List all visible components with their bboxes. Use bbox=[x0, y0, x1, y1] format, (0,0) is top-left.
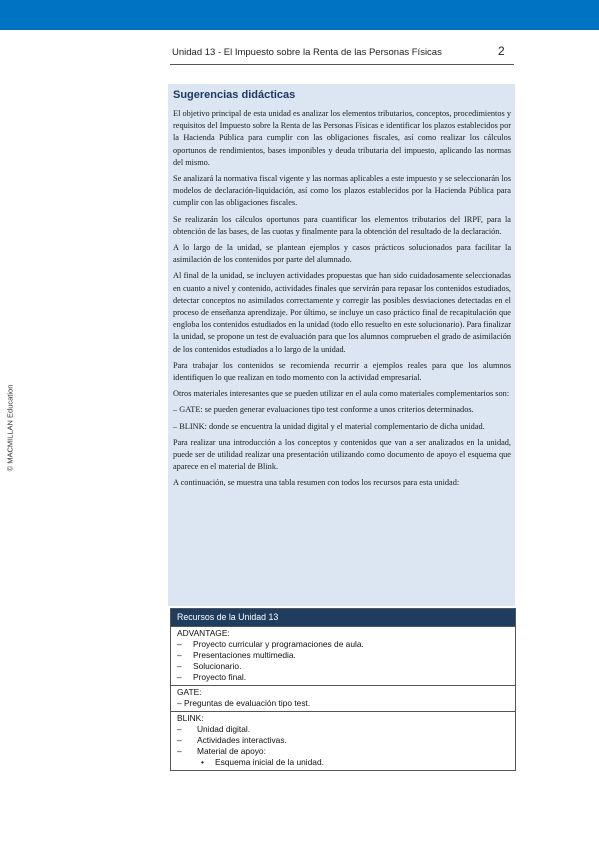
paragraph: – BLINK: donde se encuentra la unidad digital y el material complementario de dicha unidad. bbox=[173, 421, 485, 431]
paragraph: El objetivo principal de esta unidad es analizar los elementos tributarios, conceptos, procedimientos y requisitos del Impuesto sobre la Renta de las Personas Físicas e identificar los plazos establecidos por la Hacienda Pública para cumplir con las obligaciones fiscales, así como realizar los cálculos oportunos de rendimientos, bases imponibles y deuda tributaria del impuesto, aplicando las normas del mismo. bbox=[173, 109, 511, 167]
advantage-label: ADVANTAGE: bbox=[177, 628, 230, 638]
paragraph: Para realizar una introducción a los conceptos y contenidos que van a ser analizados en la unidad, puede ser de utilidad realizar una presentación utilizando como documento de apoyo el esquema que aparece en el material de Blink. bbox=[173, 437, 511, 472]
paragraph: Se realizarán los cálculos oportunos para cuantificar los elementos tributarios del IRPF, para la obtención de las bases, de las cuotas y finalmente para la obtención del resultado de la declaración. bbox=[173, 214, 511, 236]
list-item: – Proyecto final. bbox=[177, 672, 247, 682]
paragraph: A continuación, se muestra una tabla resumen con todos los recursos para esta unidad: bbox=[173, 478, 460, 488]
list-item: – Material de apoyo: bbox=[177, 746, 266, 756]
paragraphs bbox=[173, 108, 511, 494]
section-title: Sugerencias didácticas bbox=[173, 89, 296, 101]
list-item: – Proyecto curricular y programaciones de aula. bbox=[177, 639, 364, 649]
bullet-icon: • bbox=[201, 757, 204, 767]
paragraph: Otros materiales interesantes que se pueden utilizar en el aula como materiales complementarios son: bbox=[173, 389, 510, 399]
resources-table bbox=[170, 608, 516, 771]
page-number: 2 bbox=[498, 44, 505, 58]
paragraph: – GATE: se pueden generar evaluaciones tipo test conforme a unos criterios determinados. bbox=[173, 405, 474, 415]
paragraph: Para trabajar los contenidos se recomienda recurrir a ejemplos reales para que los alumnos identifiquen lo que realizan en todo momento con la actividad empresarial. bbox=[173, 360, 511, 383]
header-divider bbox=[170, 64, 514, 65]
list-item: – Presentaciones multimedia. bbox=[177, 650, 296, 660]
list-item: – Unidad digital. bbox=[177, 724, 251, 734]
gate-label: GATE: bbox=[177, 687, 202, 697]
copyright-text: © MACMILLAN Education bbox=[5, 384, 15, 472]
sub-list-item: • Esquema inicial de la unidad. bbox=[201, 757, 324, 767]
table-cell-blink bbox=[171, 711, 515, 770]
blink-label: BLINK: bbox=[177, 713, 204, 723]
table-header: Recursos de la Unidad 13 bbox=[171, 609, 515, 626]
table-cell-advantage bbox=[171, 626, 515, 685]
list-item: – Preguntas de evaluación tipo test. bbox=[177, 698, 311, 708]
list-item: – Solucionario. bbox=[177, 661, 242, 671]
header-title: Unidad 13 - El Impuesto sobre la Renta de las Personas Físicas bbox=[172, 47, 442, 58]
table-cell-gate bbox=[171, 685, 515, 711]
paragraph: Al final de la unidad, se incluyen actividades propuestas que han sido cuidadosamente seleccionadas en cuanto a nivel y contenido, actividades finales que servirán para repasar los contenidos estudiados, detectar conceptos no asimilados correctamente y corregir las posibles desviaciones detectadas en el proceso de enseñanza aprendizaje. Por último, se incluye un caso práctico final de recapitulación que engloba los contenidos estudiados en la unidad (todo ello resuelto en este solucionario). Para finalizar la unidad, se propone un test de evaluación para que los alumnos comprueben el grado de asimilación de los contenidos estudiados a lo largo de la unidad. bbox=[173, 271, 511, 354]
paragraph: A lo largo de la unidad, se plantean ejemplos y casos prácticos solucionados para facilitar la asimilación de los contenidos por parte del alumnado. bbox=[173, 243, 511, 265]
page-header bbox=[0, 30, 599, 70]
didactic-suggestions-box bbox=[168, 84, 515, 606]
top-color-bar bbox=[0, 0, 599, 30]
paragraph: Se analizará la normativa fiscal vigente y las normas aplicables a este impuesto y se seleccionarán los modelos de declaración-liquidación, así como los plazos establecidos por la Hacienda Pública para cumplir con las obligaciones fiscales. bbox=[173, 174, 511, 208]
list-item: – Actividades interactivas. bbox=[177, 735, 287, 745]
